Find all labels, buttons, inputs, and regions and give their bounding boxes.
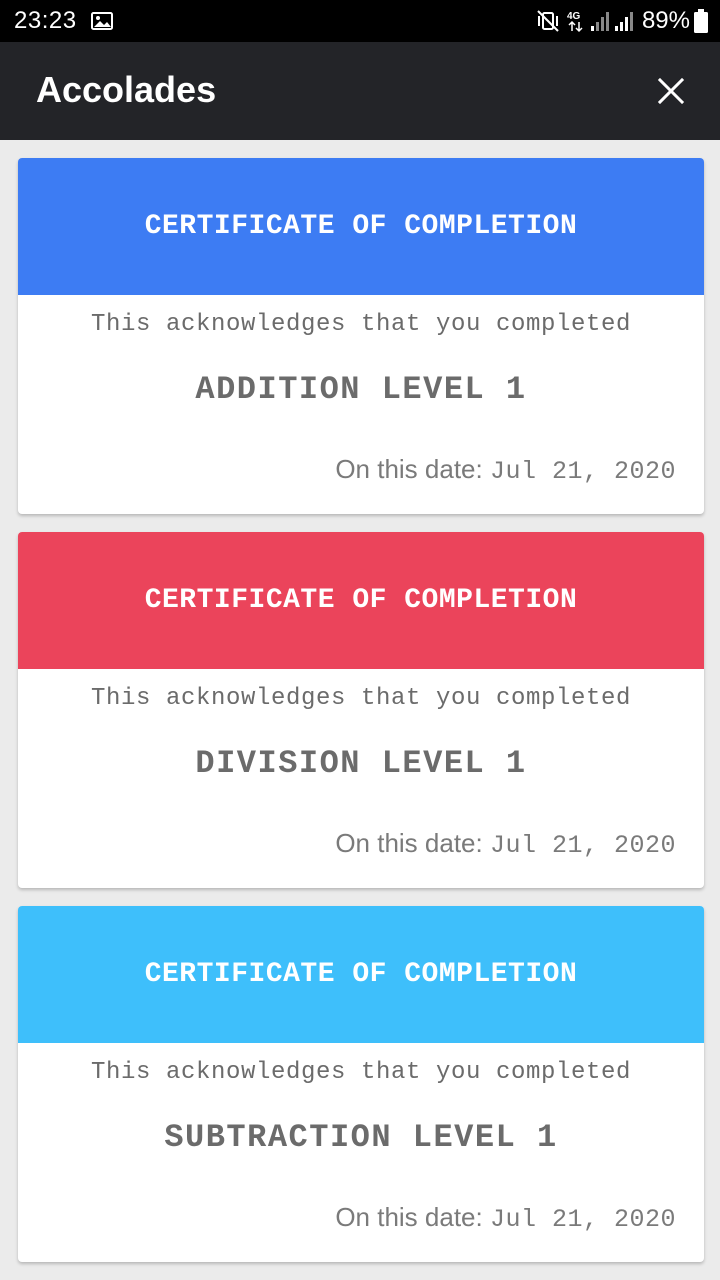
svg-text:4G: 4G: [566, 11, 581, 22]
certificate-header: CERTIFICATE OF COMPLETION: [18, 532, 704, 669]
close-icon: [658, 78, 684, 104]
date-label: On this date:: [335, 454, 483, 484]
certificate-acknowledgement: This acknowledges that you completed: [90, 685, 632, 712]
status-indicators: [536, 7, 708, 35]
certificate-card[interactable]: [18, 158, 704, 514]
certificate-card[interactable]: [18, 532, 704, 888]
certificate-level: DIVISION LEVEL 1: [195, 745, 527, 782]
certificate-card[interactable]: [18, 906, 704, 1262]
certificate-level: SUBTRACTION LEVEL 1: [164, 1119, 558, 1156]
certificate-level: ADDITION LEVEL 1: [195, 371, 527, 408]
date-value: Jul 21, 2020: [489, 1205, 676, 1234]
page-title: Accolades: [36, 69, 217, 110]
certificate-header: CERTIFICATE OF COMPLETION: [18, 158, 704, 295]
certificate-acknowledgement: This acknowledges that you completed: [90, 1059, 632, 1086]
status-time: 23:23: [14, 7, 77, 34]
close-button[interactable]: [650, 70, 692, 112]
battery-icon: [694, 9, 708, 33]
app-bar: [0, 42, 720, 140]
certificate-acknowledgement: This acknowledges that you completed: [90, 311, 632, 338]
signal-icon-2: [614, 10, 636, 32]
network-type-icon: [566, 9, 586, 33]
certificate-header: CERTIFICATE OF COMPLETION: [18, 906, 704, 1043]
certificate-date-row: [335, 826, 676, 863]
date-label: On this date:: [335, 1202, 483, 1232]
status-bar: [0, 0, 720, 42]
date-value: Jul 21, 2020: [489, 831, 676, 860]
certificate-list: [18, 158, 704, 1280]
certificate-date-row: [335, 452, 676, 489]
battery-percent: 89%: [641, 7, 690, 34]
signal-icon-1: [590, 10, 612, 32]
vibrate-mute-icon: [536, 10, 560, 32]
date-label: On this date:: [335, 828, 483, 858]
certificate-date-row: [335, 1200, 676, 1237]
date-value: Jul 21, 2020: [489, 457, 676, 486]
gallery-icon: [91, 12, 113, 30]
